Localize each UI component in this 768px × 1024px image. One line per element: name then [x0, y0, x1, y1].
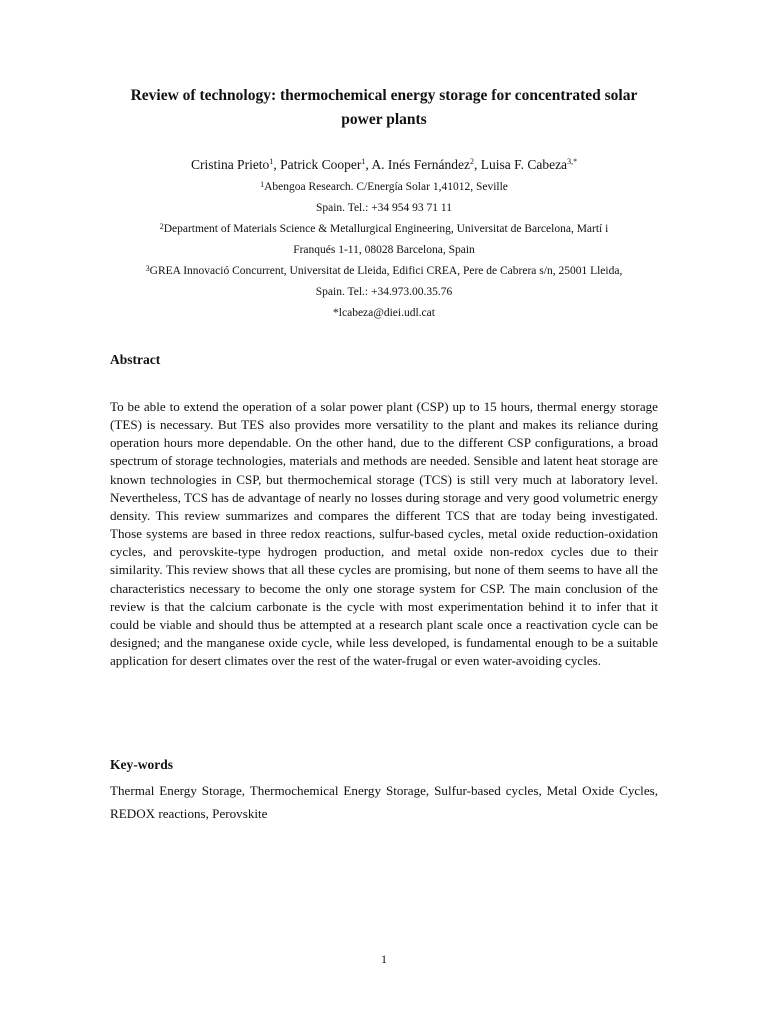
author-separator: ,	[273, 157, 281, 172]
affiliation-line: $^1$Abengoa Research. C/Energía Solar 1,41012, Seville	[260, 180, 508, 193]
author-name: A. Inés Fernández	[371, 157, 471, 172]
affiliation-line: $^3$GREA Innovació Concurrent, Universitat de Lleida, Edifici CREA, Pere de Cabrera s/n, 25001 Lleida,	[145, 264, 623, 277]
author-name: Patrick Cooper	[280, 157, 362, 172]
page-number: 1	[381, 952, 387, 966]
author-name: Cristina Prieto	[190, 157, 270, 172]
affiliation-mark: 3	[145, 264, 150, 273]
affiliation-2	[100, 219, 668, 261]
abstract-heading: Abstract	[110, 352, 161, 367]
affiliation-1	[100, 177, 668, 219]
author-affiliation-mark: 3,*	[567, 157, 578, 166]
affiliation-line: Spain. Tel.: +34.973.00.35.76	[315, 286, 453, 298]
abstract-body: To be able to extend the operation of a solar power plant (CSP) up to 15 hours, thermal energy storage (TES) is necessary. But TES also provides more versatility to the plant and makes its reliance during operation hours more dependable. On the other hand, due to the different CSP configurations, a broad spectrum of storage technologies, materials and methods are needed. Sensible and latent heat storage are known technologies in CSP, but thermochemical storage (TCS) is still very much at laboratory level. Nevertheless, TCS has de advantage of nearly no losses during storage and very good volumetric energy density. This review summarizes and compares the different TCS that are today being investigated. Those systems are based in three redox reactions, sulfur-based cycles, metal oxide reduction-oxidation cycles, and perovskite-type hydrogen production, and metal oxide non-redox cycles due to their similarity. This review shows that all these cycles are promising, but none of them seems to have all the characteristics necessary to become the only one storage system for CSP. The main conclusion of the review is that the calcium carbonate is the cycle with most experimentation behind it to infer that it could be viable and should thus be attempted at a research plant scale once a reactivation cycle can be designed; and the manganese oxide cycle, while less developed, is fundamental enough to be a suitable application for desert climates over the rest of the water-frugal or even water-avoiding cycles.	[110, 399, 658, 669]
author-separator: ,	[474, 157, 481, 172]
affiliation-mark: 2	[159, 222, 164, 231]
affiliation-mark: 1	[260, 180, 265, 189]
keywords-heading: Key-words	[110, 757, 173, 772]
affiliation-line: Spain. Tel.: +34 954 93 71 11	[315, 202, 452, 214]
affiliation-line: Franqués 1-11, 08028 Barcelona, Spain	[293, 244, 475, 256]
author-separator: ,	[365, 157, 372, 172]
paper-title: Review of technology: thermochemical energy storage for concentrated solar power plants	[130, 87, 638, 128]
affiliation-line: $^2$Department of Materials Science & Metallurgical Engineering, Universitat de Barcelona, Martí i	[159, 222, 609, 235]
author-name: Luisa F. Cabeza	[480, 157, 568, 172]
author-affiliation-mark: 1	[269, 157, 274, 166]
author-list	[110, 157, 658, 173]
affiliation-3	[100, 261, 668, 303]
keywords-body: Thermal Energy Storage, Thermochemical Energy Storage, Sulfur-based cycles, Metal Oxide Cycles, REDOX reactions, Perovskite	[110, 783, 658, 821]
author-affiliation-mark: 2	[470, 157, 475, 166]
corresponding-email[interactable]: *lcabeza@diei.udl.cat	[333, 307, 435, 319]
author-affiliation-mark: 1	[361, 157, 366, 166]
